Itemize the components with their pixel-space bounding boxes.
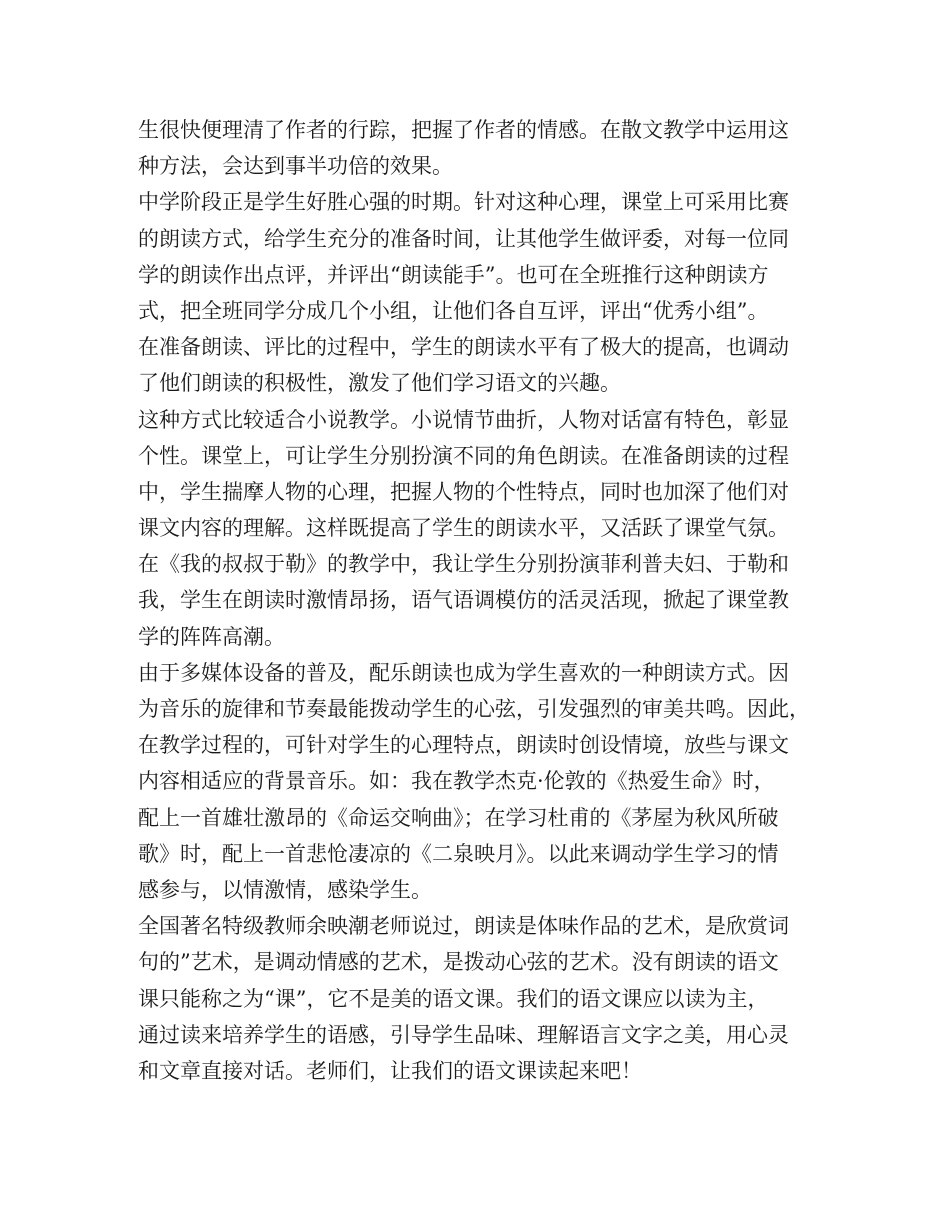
text-line: 的朗读方式，给学生充分的准备时间，让其他学生做评委，对每一位同 xyxy=(138,226,789,251)
text-line: 种方法，会达到事半功倍的效果。 xyxy=(138,154,453,179)
text-line: 在《我的叔叔于勒》的教学中，我让学生分别扮演菲利普夫妇、于勒和 xyxy=(138,552,789,577)
text-line: 课文内容的理解。这样既提高了学生的朗读水平，又活跃了课堂气氛。 xyxy=(138,516,789,541)
text-line: 课只能称之为“课”，它不是美的语文课。我们的语文课应以读为主， xyxy=(138,986,769,1011)
text-line: 式，把全班同学分成几个小组，让他们各自互评，评出“优秀小组”。 xyxy=(138,298,769,323)
text-line: 通过读来培养学生的语感，引导学生品味、理解语言文字之美，用心灵 xyxy=(138,1022,789,1047)
text-line: 和文章直接对话。老师们，让我们的语文课读起来吧！ xyxy=(138,1058,642,1083)
text-line: 生很快便理清了作者的行踪，把握了作者的情感。在散文教学中运用这 xyxy=(138,118,789,142)
body-text xyxy=(138,112,838,1089)
text-line: 在准备朗读、评比的过程中，学生的朗读水平有了极大的提高，也调动 xyxy=(138,335,789,360)
text-line: 中学阶段正是学生好胜心强的时期。针对这种心理，课堂上可采用比赛 xyxy=(138,190,789,215)
text-line: 由于多媒体设备的普及，配乐朗读也成为学生喜欢的一种朗读方式。因 xyxy=(138,660,789,685)
text-line: 我，学生在朗读时激情昂扬，语气语调模仿的活灵活现，掀起了课堂教 xyxy=(138,588,789,613)
text-line: 配上一首雄壮激昂的《命运交响曲》；在学习杜甫的《茅屋为秋风所破 xyxy=(138,805,779,830)
text-line: 内容相适应的背景音乐。如：我在教学杰克·伦敦的《热爱生命》时， xyxy=(138,769,775,794)
text-line: 这种方式比较适合小说教学。小说情节曲折，人物对话富有特色，彰显 xyxy=(138,407,789,432)
text-line: 为音乐的旋律和节奏最能拨动学生的心弦，引发强烈的审美共鸣。因此， xyxy=(138,697,810,721)
text-line: 句的”艺术，是调动情感的艺术，是拨动心弦的艺术。没有朗读的语文 xyxy=(138,950,779,975)
text-line: 学的朗读作出点评，并评出“朗读能手”。也可在全班推行这种朗读方 xyxy=(138,262,769,287)
text-line: 感参与，以情激情，感染学生。 xyxy=(138,877,432,902)
text-line: 了他们朗读的积极性，激发了他们学习语文的兴趣。 xyxy=(138,371,621,396)
text-line: 歌》时，配上一首悲怆凄凉的《二泉映月》。以此来调动学生学习的情 xyxy=(138,841,779,866)
text-line: 个性。课堂上，可让学生分别扮演不同的角色朗读。在准备朗读的过程 xyxy=(138,443,789,468)
text-line: 学的阵阵高潮。 xyxy=(138,624,285,649)
text-line: 在教学过程的，可针对学生的心理特点，朗读时创设情境，放些与课文 xyxy=(138,733,789,758)
text-line: 中，学生揣摩人物的心理，把握人物的个性特点，同时也加深了他们对 xyxy=(138,479,789,504)
text-line: 全国著名特级教师余映潮老师说过，朗读是体味作品的艺术，是欣赏词 xyxy=(138,914,789,939)
